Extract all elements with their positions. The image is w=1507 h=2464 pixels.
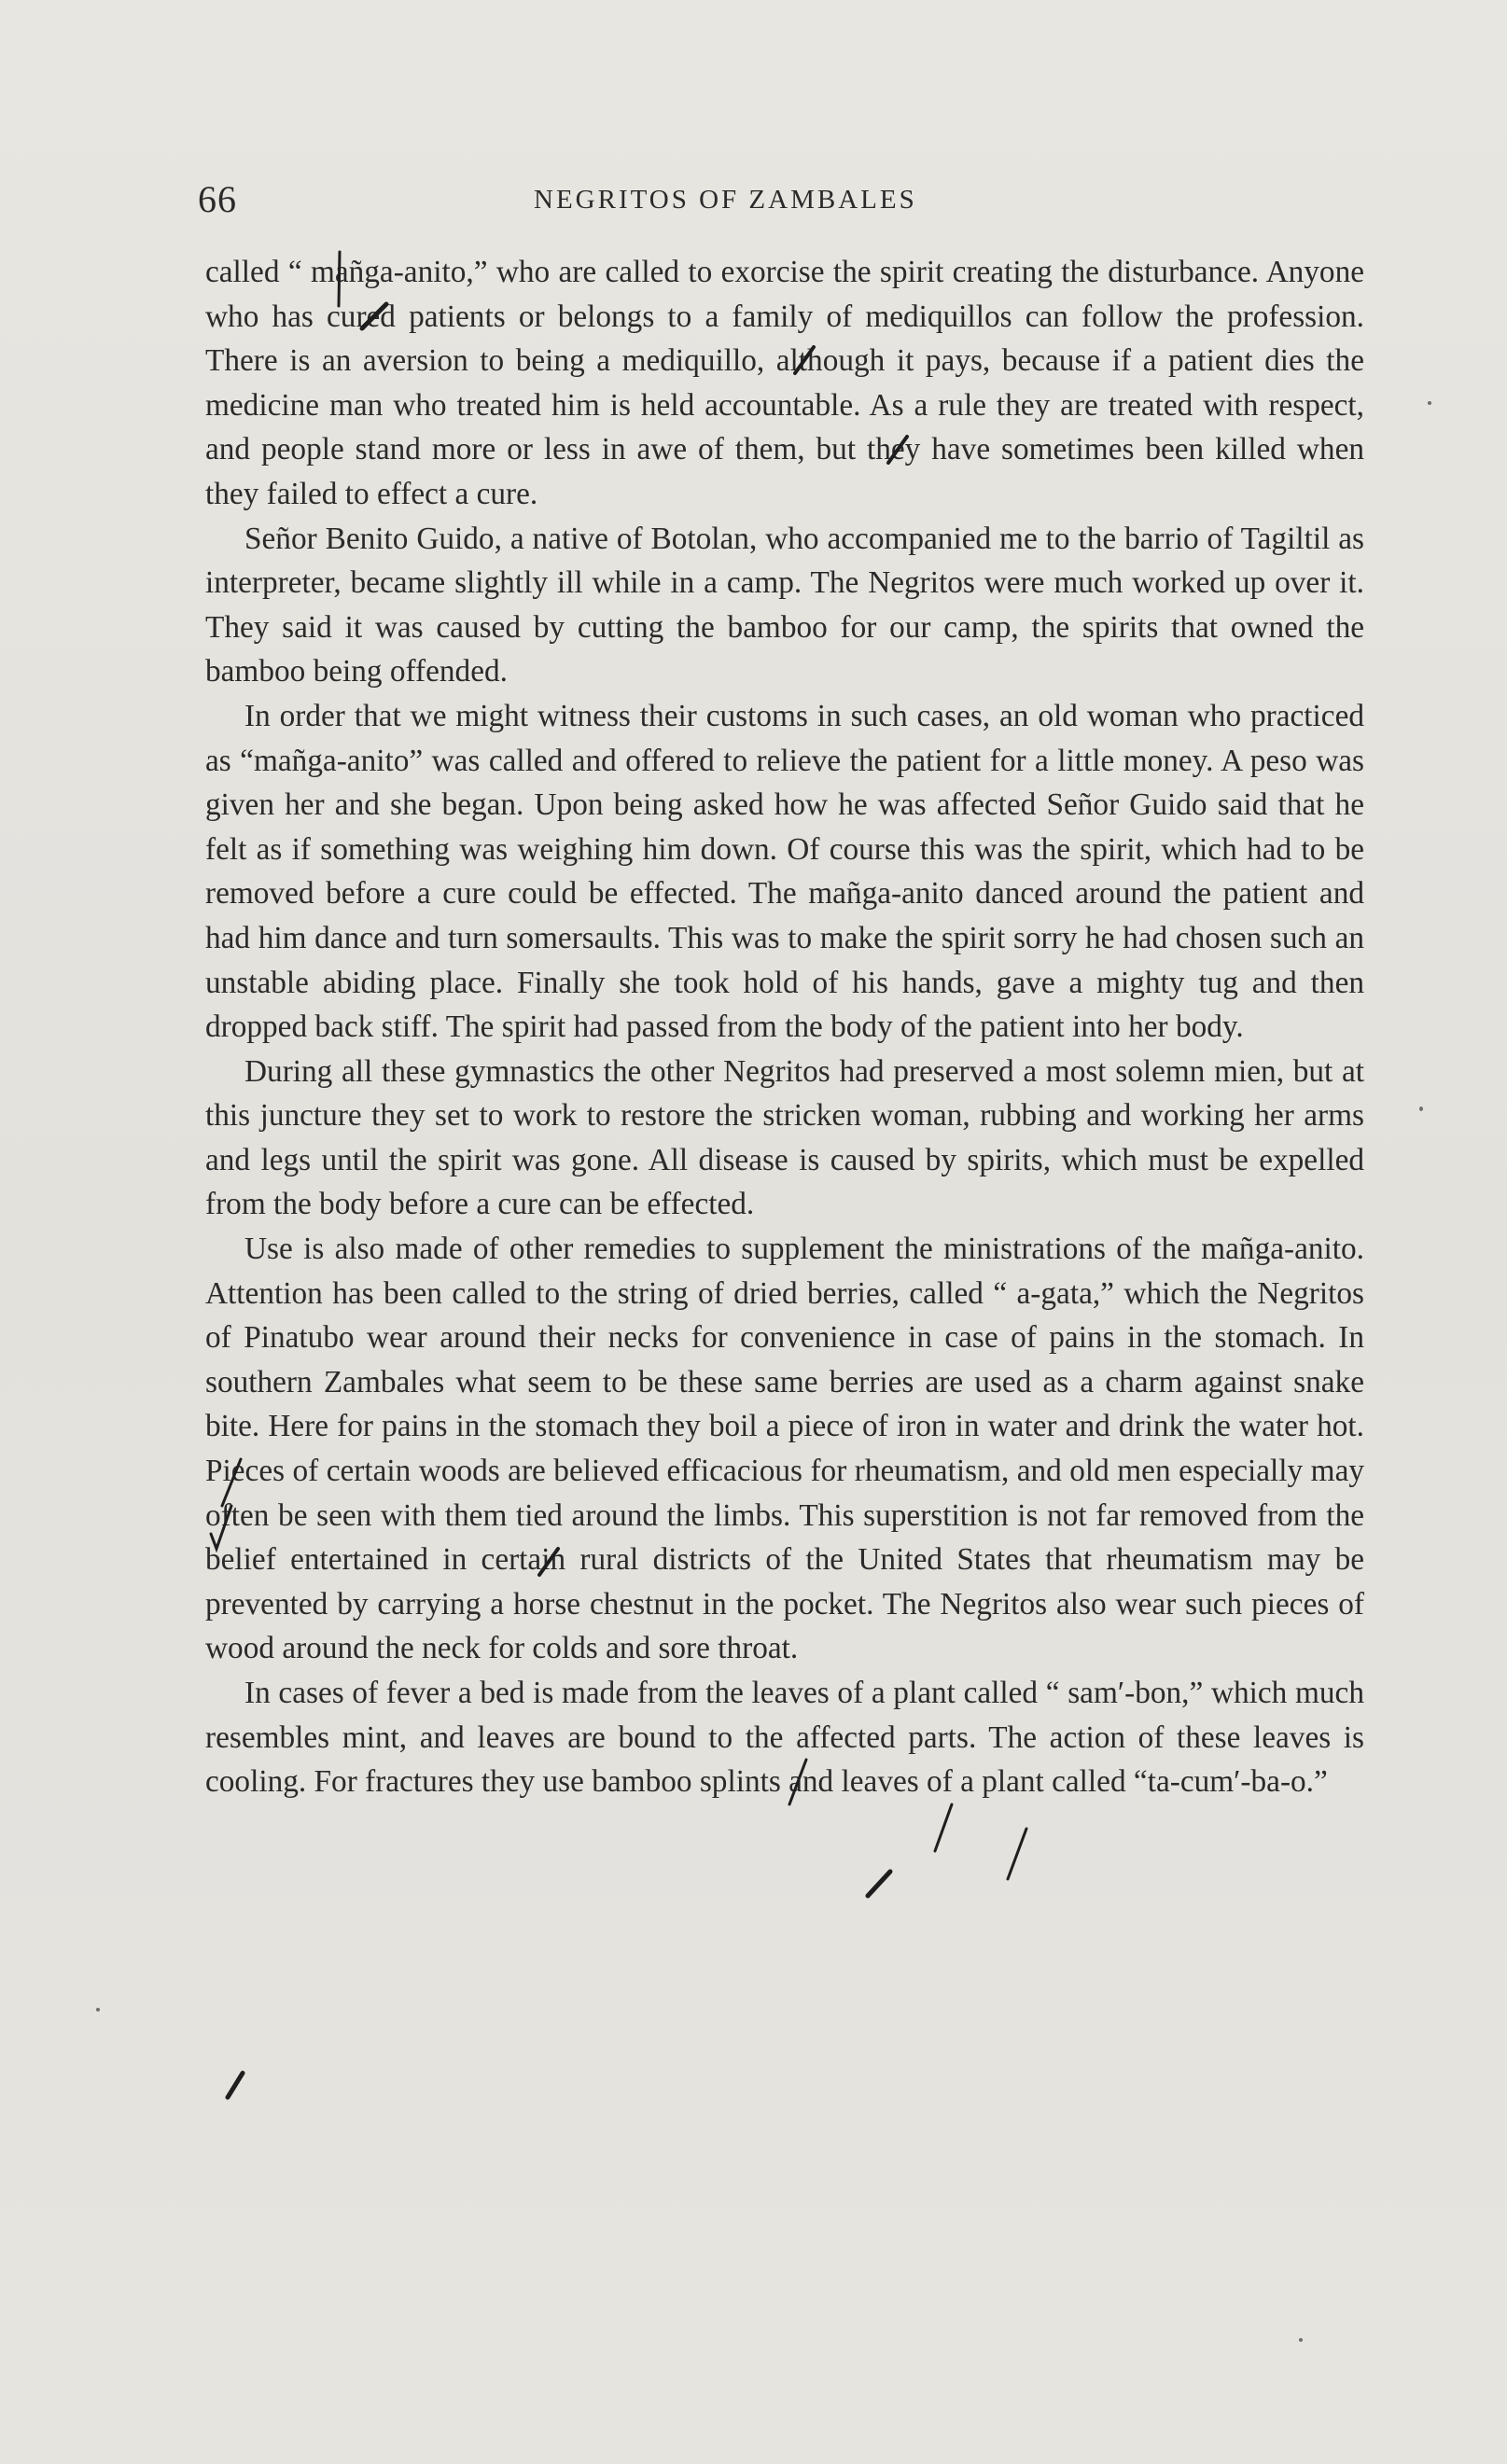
paper-speck	[1299, 2338, 1303, 2342]
paragraph-2: Señor Benito Guido, a native of Botolan, who accompanied me to the barrio of Tagiltil as interpreter, became slightly ill while in a camp. The Negritos were much worked up over it. They said it was caused by cutting the bamboo for our camp, the spirits that owned the bamboo being offended.	[205, 521, 1364, 689]
paragraph-4: During all these gymnastics the other Negritos had preserved a most solemn mien, but at this juncture they set to work to restore the stricken woman, rubbing and working her arms and legs until the spirit was gone. All disease is caused by spirits, which must be expelled from the body before a cure can be effected.	[205, 1053, 1364, 1222]
page-number: 66	[198, 178, 237, 220]
pencil-mark-3	[791, 343, 819, 377]
pencil-mark-12	[224, 2067, 248, 2101]
pencil-mark-1	[327, 250, 355, 310]
pencil-mark-6	[205, 1500, 239, 1552]
pencil-mark-8	[784, 1756, 812, 1806]
pencil-mark-2	[358, 297, 394, 334]
pencil-mark-4	[885, 431, 913, 466]
paragraph-6: In cases of fever a bed is made from the leaves of a plant called “ sam′-bon,” which much resembles mint, and leaves are bound to the affected parts. The action of these leaves is cooling. For fractures they use bamboo splints and leaves of a plant called “ta-cum′-ba-o.”	[205, 1676, 1364, 1800]
paragraph-3: In order that we might witness their customs in such cases, an old woman who practiced as “mañga-anito” was called and offered to relieve the patient for a little money. A peso was given her and she began. Upon being asked how he was affected Señor Guido said that he felt as if something was weighing him down. Of course this was the spirit, which had to be removed before a cure could be effected. The mañga-anito danced around the patient and had him dance and turn somersaults. This was to make the spirit sorry he had chosen such an unstable abiding place. Finally she took hold of his hands, gave a mighty tug and then dropped back stiff. The spirit had passed from the body of the patient into her body.	[205, 698, 1364, 1045]
paper-speck	[1428, 401, 1431, 405]
paper-speck	[1419, 1107, 1423, 1111]
pencil-mark-10	[1002, 1825, 1030, 1881]
paragraph-5: Use is also made of other remedies to supplement the ministrations of the mañga-anito. Attention has been called to the string of dried berries, called “ a-gata,” which the Negritos of Pinatubo wear around their necks for convenience in case of pains in the stomach. In southern Zambales what seem to be these same berries are used as a charm against snake bite. Here for pains in the stomach they boil a piece of iron in water and drink the water hot. Pieces of certain woods are believed efficacious for rheumatism, and old men especially may often be seen with them tied around the limbs. This superstition is not far removed from the belief entertained in certain rural districts of the United States that rheumatism may be prevented by carrying a horse chestnut in the pocket. The Negritos also wear such pieces of wood around the neck for colds and sore throat.	[205, 1232, 1364, 1666]
page-header	[198, 177, 1374, 233]
paper-speck	[96, 2008, 100, 2012]
pencil-mark-7	[536, 1545, 564, 1579]
pencil-mark-9	[929, 1801, 957, 1853]
paragraph-1: called “ mañga-anito,” who are called to exorcise the spirit creating the disturbance. Anyone who has cured patients or belongs to a family of mediquillos can follow the profession. There is an aversion to being a mediquillo, although it pays, because if a patient dies the medicine man who treated him is held accountable. As a rule they are treated with respect, and people stand more or less in awe of them, but they have sometimes been killed when they failed to effect a cure.	[205, 255, 1364, 511]
running-title: NEGRITOS OF ZAMBALES	[534, 185, 917, 215]
body-text	[205, 250, 1364, 1804]
pencil-mark-11	[864, 1866, 896, 1900]
